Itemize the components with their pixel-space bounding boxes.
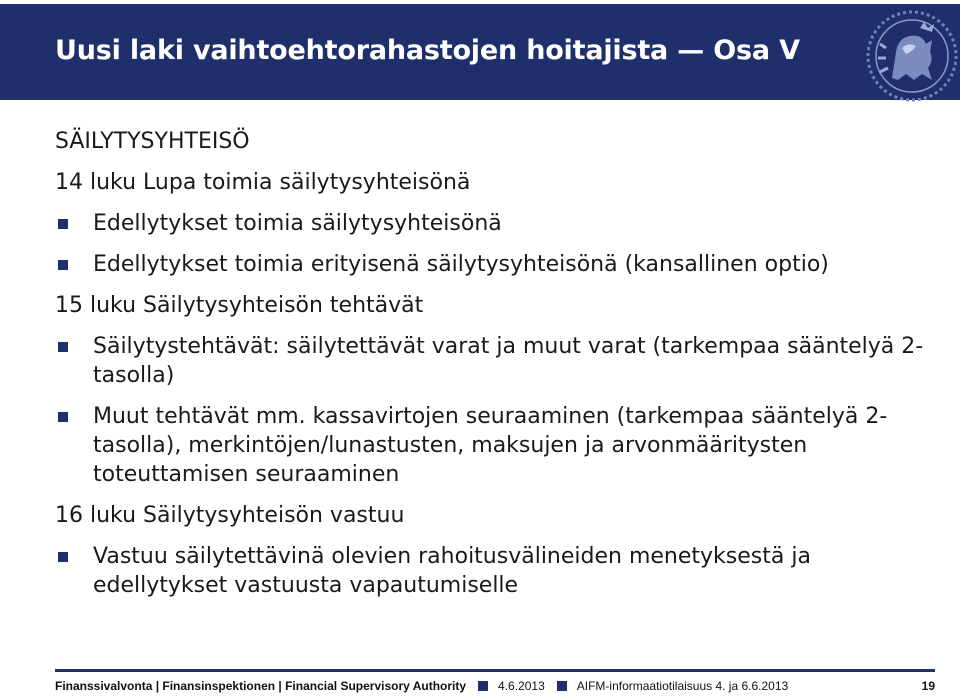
slide-footer: [0, 669, 960, 699]
bullet-square-icon: [58, 552, 68, 562]
chapter-heading: 14 luku Lupa toimia säilytysyhteisönä: [55, 170, 471, 195]
bullet-item: [55, 332, 935, 390]
footer-date: 4.6.2013: [498, 679, 545, 693]
bullet-text: Säilytystehtävät: säilytettävät varat ja muut varat (tarkempaa sääntelyä 2-tasolla): [93, 334, 924, 388]
footer-square-icon: [557, 681, 567, 691]
bullet-text: Vastuu säilytettävinä olevien rahoitusvälineiden menetyksestä ja edellytykset vastuusta vapautumiselle: [93, 544, 811, 598]
bullet-square-icon: [58, 260, 68, 270]
bullet-item: [55, 250, 935, 279]
bullet-square-icon: [58, 219, 68, 229]
footer-organization: Finanssivalvonta | Finansinspektionen | Financial Supervisory Authority: [55, 679, 467, 693]
bullet-item: [55, 209, 935, 238]
section-heading: SÄILYTYSYHTEISÖ: [55, 129, 250, 154]
footer-event: AIFM-informaatiotilaisuus 4. ja 6.6.2013: [576, 679, 789, 693]
lion-crest-icon: [862, 8, 960, 104]
bullet-text: Muut tehtävät mm. kassavirtojen seuraaminen (tarkempaa sääntelyä 2-tasolla), merkintöjen/lunastusten, maksujen ja arvonmääritysten toteuttamisen seuraaminen: [93, 404, 888, 487]
chapter-heading: 15 luku Säilytysyhteisön tehtävät: [55, 293, 424, 318]
bullet-square-icon: [58, 342, 68, 352]
bullet-text: Edellytykset toimia erityisenä säilytysyhteisönä (kansallinen optio): [93, 252, 829, 277]
bullet-item: [55, 542, 935, 600]
bullet-item: [55, 402, 935, 489]
footer-divider: [55, 669, 935, 672]
slide-title: Uusi laki vaihtoehtorahastojen hoitajista — Osa V: [55, 35, 800, 66]
slide-header: [0, 4, 960, 100]
chapter-heading: 16 luku Säilytysyhteisön vastuu: [55, 503, 405, 528]
page-number: 19: [921, 679, 935, 693]
bullet-text: Edellytykset toimia säilytysyhteisönä: [93, 211, 502, 236]
footer-square-icon: [478, 681, 488, 691]
bullet-square-icon: [58, 412, 68, 422]
slide-content: [55, 127, 935, 600]
footer-row: [55, 678, 935, 694]
